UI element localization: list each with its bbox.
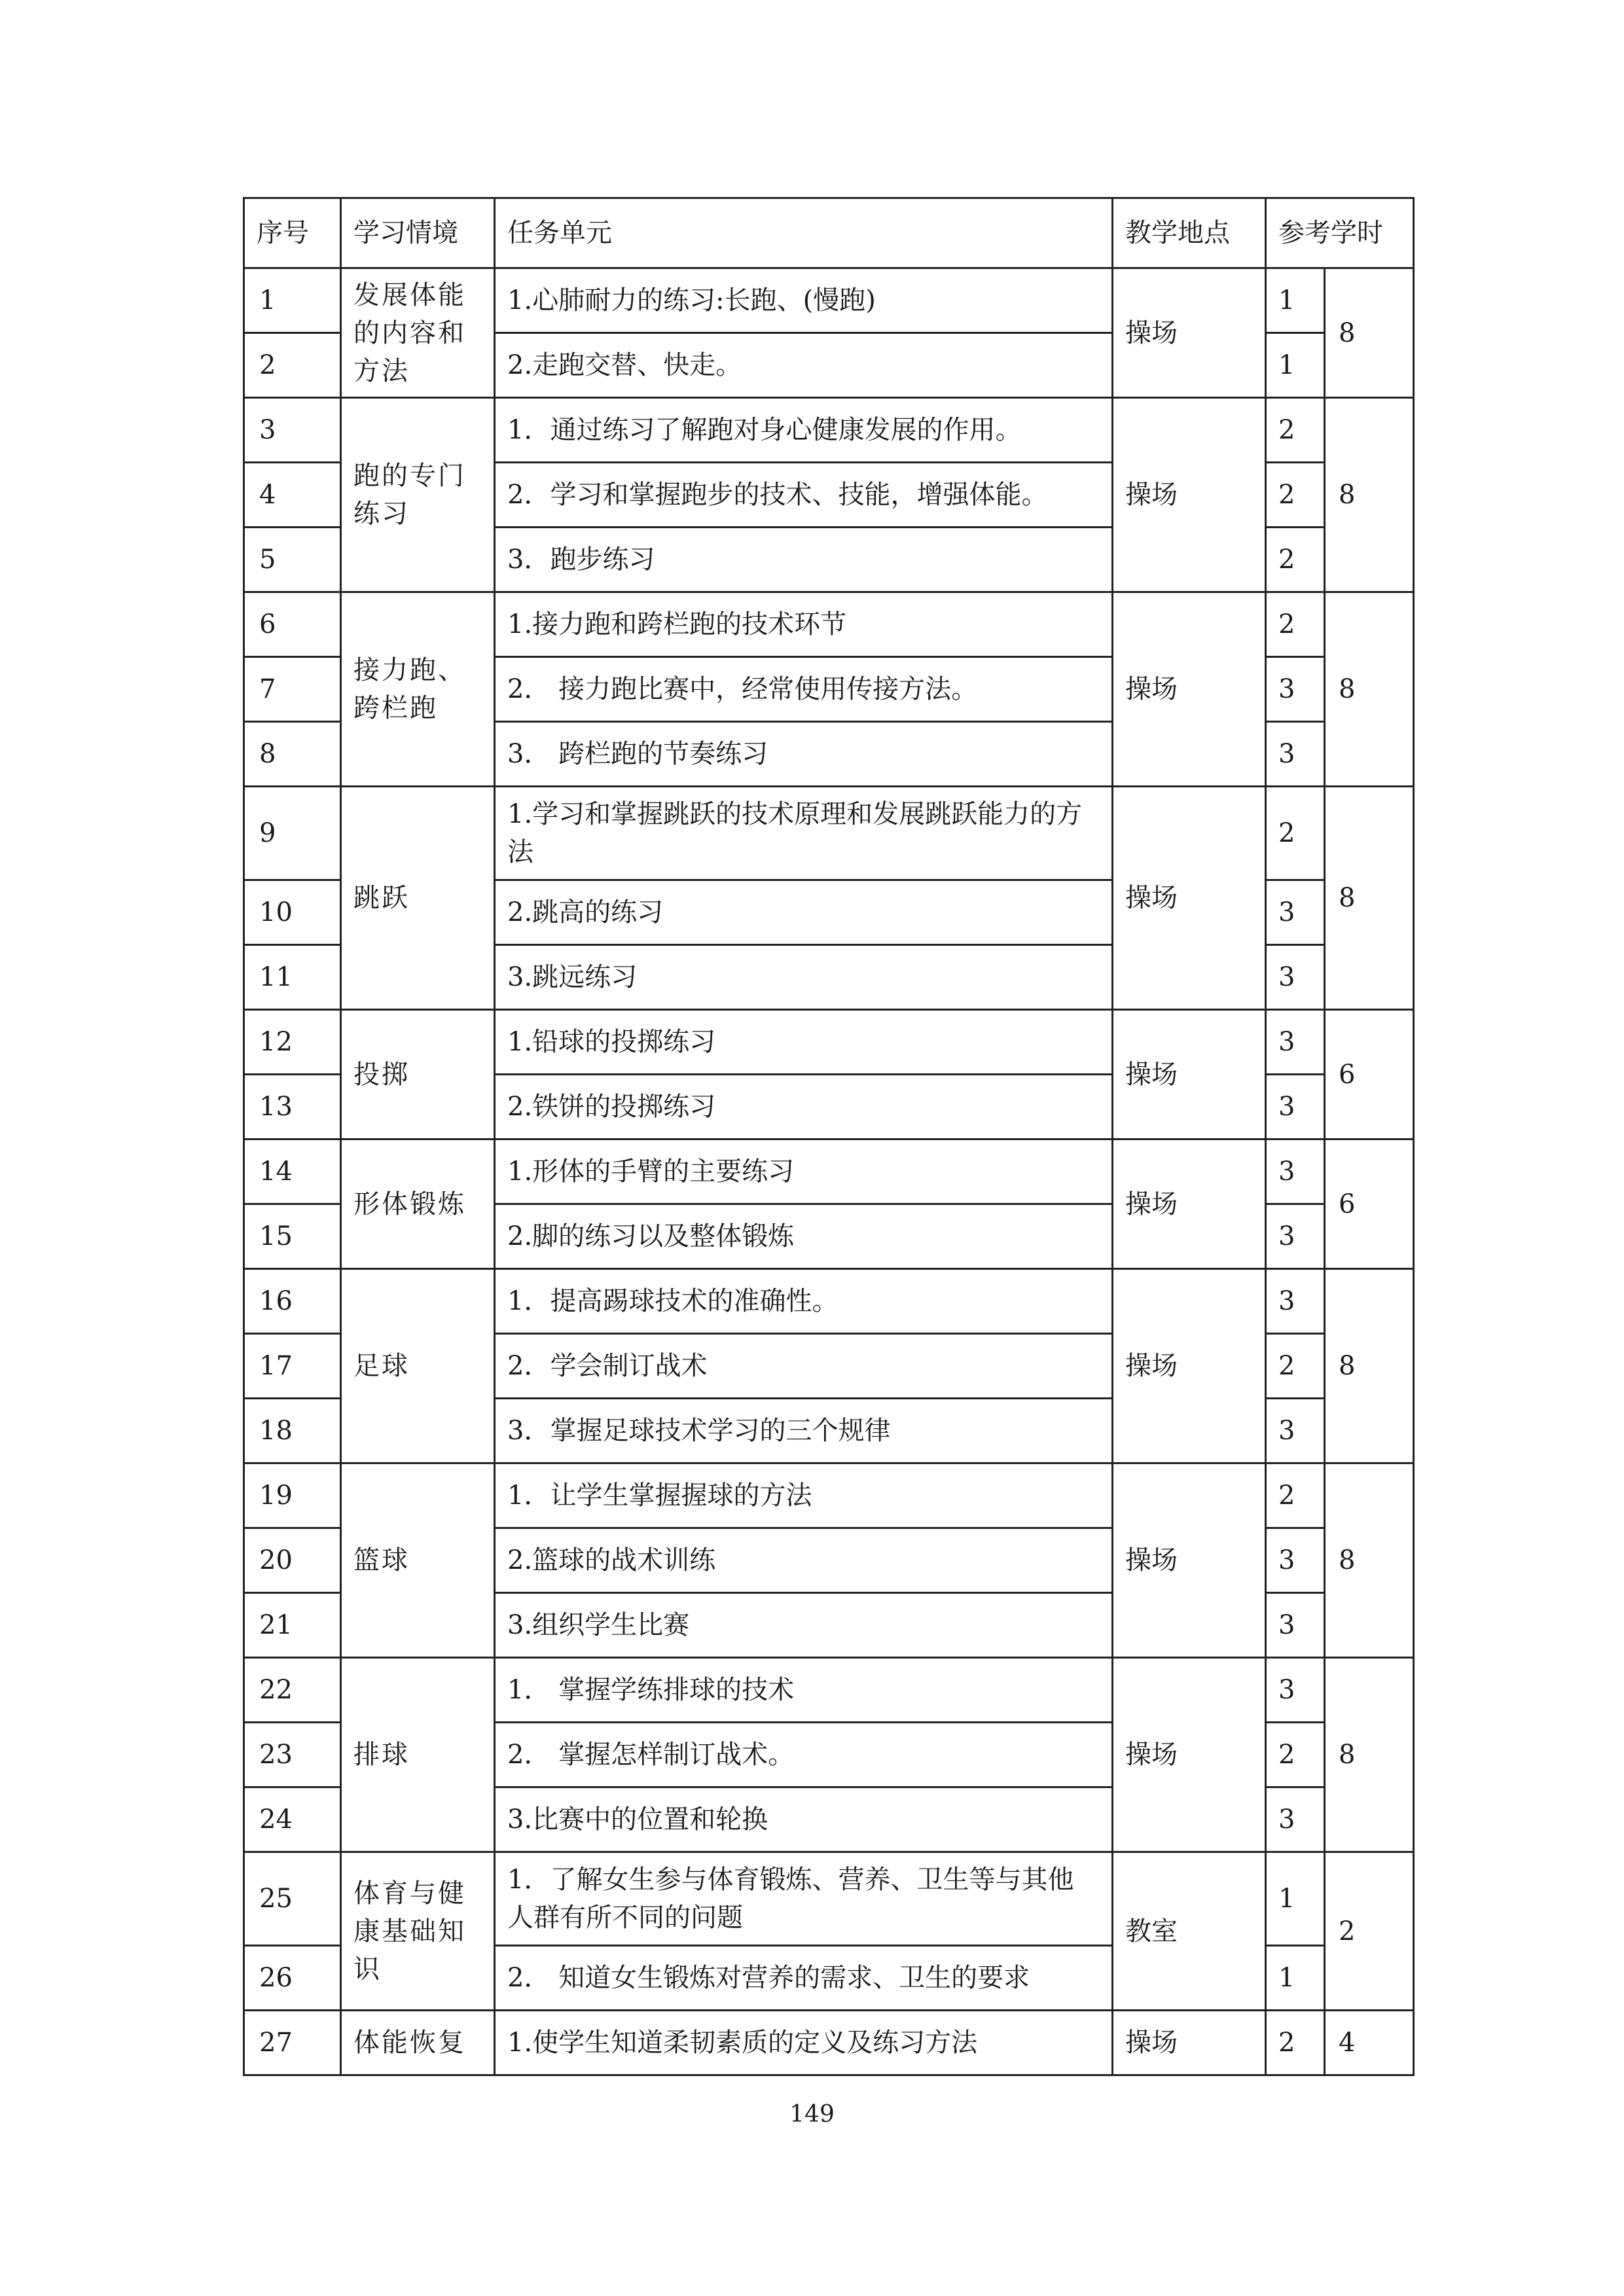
situation-cell: 跑的专门练习	[341, 398, 495, 592]
situation-cell: 排球	[341, 1658, 495, 1852]
task-cell: 2． 掌握怎样制订战术。	[495, 1723, 1113, 1787]
total-hours-cell: 8	[1325, 1658, 1414, 1852]
hours-cell: 3	[1266, 657, 1325, 722]
table-row	[244, 398, 1414, 463]
task-cell: 1． 掌握学练排球的技术	[495, 1658, 1113, 1723]
table-row	[244, 1463, 1414, 1528]
header-situation: 学习情境	[341, 198, 495, 268]
seq-cell: 11	[244, 945, 341, 1010]
total-hours-cell: 8	[1325, 268, 1414, 398]
seq-cell: 6	[244, 592, 341, 657]
hours-cell: 3	[1266, 1658, 1325, 1723]
table-row	[244, 1852, 1414, 1946]
hours-cell: 2	[1266, 1463, 1325, 1528]
table-row	[244, 592, 1414, 657]
table-row	[244, 1010, 1414, 1075]
hours-cell: 3	[1266, 1528, 1325, 1593]
location-cell: 操场	[1113, 1010, 1266, 1139]
task-cell: 2.篮球的战术训练	[495, 1528, 1113, 1593]
hours-cell: 2	[1266, 2011, 1325, 2075]
location-cell: 操场	[1113, 1139, 1266, 1269]
total-hours-cell: 8	[1325, 1269, 1414, 1463]
location-cell: 操场	[1113, 398, 1266, 592]
seq-cell: 5	[244, 528, 341, 592]
hours-cell: 3	[1266, 880, 1325, 945]
hours-cell: 1	[1266, 333, 1325, 398]
table-row	[244, 268, 1414, 333]
seq-cell: 17	[244, 1334, 341, 1399]
hours-cell: 3	[1266, 1204, 1325, 1269]
hours-cell: 3	[1266, 1593, 1325, 1658]
table-row	[244, 2011, 1414, 2075]
header-hours: 参考学时	[1266, 198, 1414, 268]
seq-cell: 12	[244, 1010, 341, 1075]
task-cell: 1.铅球的投掷练习	[495, 1010, 1113, 1075]
hours-cell: 3	[1266, 1075, 1325, 1139]
task-cell: 1．了解女生参与体育锻炼、营养、卫生等与其他人群有所不同的问题	[495, 1852, 1113, 1946]
situation-cell: 发展体能的内容和方法	[341, 268, 495, 398]
task-cell: 2． 知道女生锻炼对营养的需求、卫生的要求	[495, 1946, 1113, 2011]
total-hours-cell: 8	[1325, 787, 1414, 1010]
total-hours-cell: 4	[1325, 2011, 1414, 2075]
situation-cell: 跳跃	[341, 787, 495, 1010]
seq-cell: 18	[244, 1399, 341, 1463]
task-cell: 3.跳远练习	[495, 945, 1113, 1010]
total-hours-cell: 8	[1325, 1463, 1414, 1658]
situation-cell: 足球	[341, 1269, 495, 1463]
seq-cell: 21	[244, 1593, 341, 1658]
hours-cell: 1	[1266, 1852, 1325, 1946]
location-cell: 操场	[1113, 2011, 1266, 2075]
task-cell: 1.使学生知道柔韧素质的定义及练习方法	[495, 2011, 1113, 2075]
seq-cell: 19	[244, 1463, 341, 1528]
seq-cell: 20	[244, 1528, 341, 1593]
location-cell: 教室	[1113, 1852, 1266, 2011]
task-cell: 1.接力跑和跨栏跑的技术环节	[495, 592, 1113, 657]
seq-cell: 22	[244, 1658, 341, 1723]
task-cell: 1.心肺耐力的练习:长跑、(慢跑)	[495, 268, 1113, 333]
task-cell: 1.学习和掌握跳跃的技术原理和发展跳跃能力的方法	[495, 787, 1113, 880]
seq-cell: 13	[244, 1075, 341, 1139]
seq-cell: 10	[244, 880, 341, 945]
table-row	[244, 1269, 1414, 1334]
seq-cell: 26	[244, 1946, 341, 2011]
seq-cell: 9	[244, 787, 341, 880]
hours-cell: 3	[1266, 722, 1325, 787]
hours-cell: 2	[1266, 1723, 1325, 1787]
total-hours-cell: 6	[1325, 1010, 1414, 1139]
hours-cell: 2	[1266, 398, 1325, 463]
hours-cell: 3	[1266, 1269, 1325, 1334]
task-cell: 1.形体的手臂的主要练习	[495, 1139, 1113, 1204]
seq-cell: 23	[244, 1723, 341, 1787]
table-header-row	[244, 198, 1414, 268]
task-cell: 3．掌握足球技术学习的三个规律	[495, 1399, 1113, 1463]
task-cell: 3．跑步练习	[495, 528, 1113, 592]
hours-cell: 2	[1266, 463, 1325, 528]
seq-cell: 8	[244, 722, 341, 787]
situation-cell: 形体锻炼	[341, 1139, 495, 1269]
task-cell: 2．学会制订战术	[495, 1334, 1113, 1399]
table-row	[244, 1139, 1414, 1204]
table-row	[244, 1658, 1414, 1723]
task-cell: 2.走跑交替、快走。	[495, 333, 1113, 398]
seq-cell: 16	[244, 1269, 341, 1334]
task-cell: 2.铁饼的投掷练习	[495, 1075, 1113, 1139]
header-seq: 序号	[244, 198, 341, 268]
task-cell: 3.比赛中的位置和轮换	[495, 1787, 1113, 1852]
hours-cell: 3	[1266, 1787, 1325, 1852]
situation-cell: 投掷	[341, 1010, 495, 1139]
hours-cell: 1	[1266, 1946, 1325, 2011]
location-cell: 操场	[1113, 592, 1266, 787]
location-cell: 操场	[1113, 1658, 1266, 1852]
hours-cell: 2	[1266, 592, 1325, 657]
seq-cell: 2	[244, 333, 341, 398]
total-hours-cell: 8	[1325, 398, 1414, 592]
table-row	[244, 787, 1414, 880]
header-location: 教学地点	[1113, 198, 1266, 268]
seq-cell: 7	[244, 657, 341, 722]
header-task: 任务单元	[495, 198, 1113, 268]
table-body	[244, 268, 1414, 2075]
teaching-plan-table	[243, 197, 1415, 2076]
situation-cell: 接力跑、跨栏跑	[341, 592, 495, 787]
hours-cell: 2	[1266, 787, 1325, 880]
task-cell: 1．提高踢球技术的准确性。	[495, 1269, 1113, 1334]
seq-cell: 4	[244, 463, 341, 528]
task-cell: 3． 跨栏跑的节奏练习	[495, 722, 1113, 787]
task-cell: 2． 接力跑比赛中，经常使用传接方法。	[495, 657, 1113, 722]
seq-cell: 15	[244, 1204, 341, 1269]
total-hours-cell: 2	[1325, 1852, 1414, 2011]
task-cell: 1．通过练习了解跑对身心健康发展的作用。	[495, 398, 1113, 463]
seq-cell: 24	[244, 1787, 341, 1852]
task-cell: 2．学习和掌握跑步的技术、技能，增强体能。	[495, 463, 1113, 528]
hours-cell: 3	[1266, 1010, 1325, 1075]
hours-cell: 2	[1266, 528, 1325, 592]
task-cell: 2.脚的练习以及整体锻炼	[495, 1204, 1113, 1269]
hours-cell: 3	[1266, 1139, 1325, 1204]
location-cell: 操场	[1113, 1269, 1266, 1463]
hours-cell: 2	[1266, 1334, 1325, 1399]
hours-cell: 3	[1266, 945, 1325, 1010]
seq-cell: 3	[244, 398, 341, 463]
situation-cell: 体能恢复	[341, 2011, 495, 2075]
total-hours-cell: 8	[1325, 592, 1414, 787]
task-cell: 2.跳高的练习	[495, 880, 1113, 945]
seq-cell: 25	[244, 1852, 341, 1946]
hours-cell: 1	[1266, 268, 1325, 333]
location-cell: 操场	[1113, 268, 1266, 398]
situation-cell: 体育与健康基础知识	[341, 1852, 495, 2011]
total-hours-cell: 6	[1325, 1139, 1414, 1269]
situation-cell: 篮球	[341, 1463, 495, 1658]
hours-cell: 3	[1266, 1399, 1325, 1463]
seq-cell: 14	[244, 1139, 341, 1204]
seq-cell: 1	[244, 268, 341, 333]
location-cell: 操场	[1113, 1463, 1266, 1658]
location-cell: 操场	[1113, 787, 1266, 1010]
task-cell: 3.组织学生比赛	[495, 1593, 1113, 1658]
task-cell: 1．让学生掌握握球的方法	[495, 1463, 1113, 1528]
page-number: 149	[789, 2101, 835, 2128]
seq-cell: 27	[244, 2011, 341, 2075]
